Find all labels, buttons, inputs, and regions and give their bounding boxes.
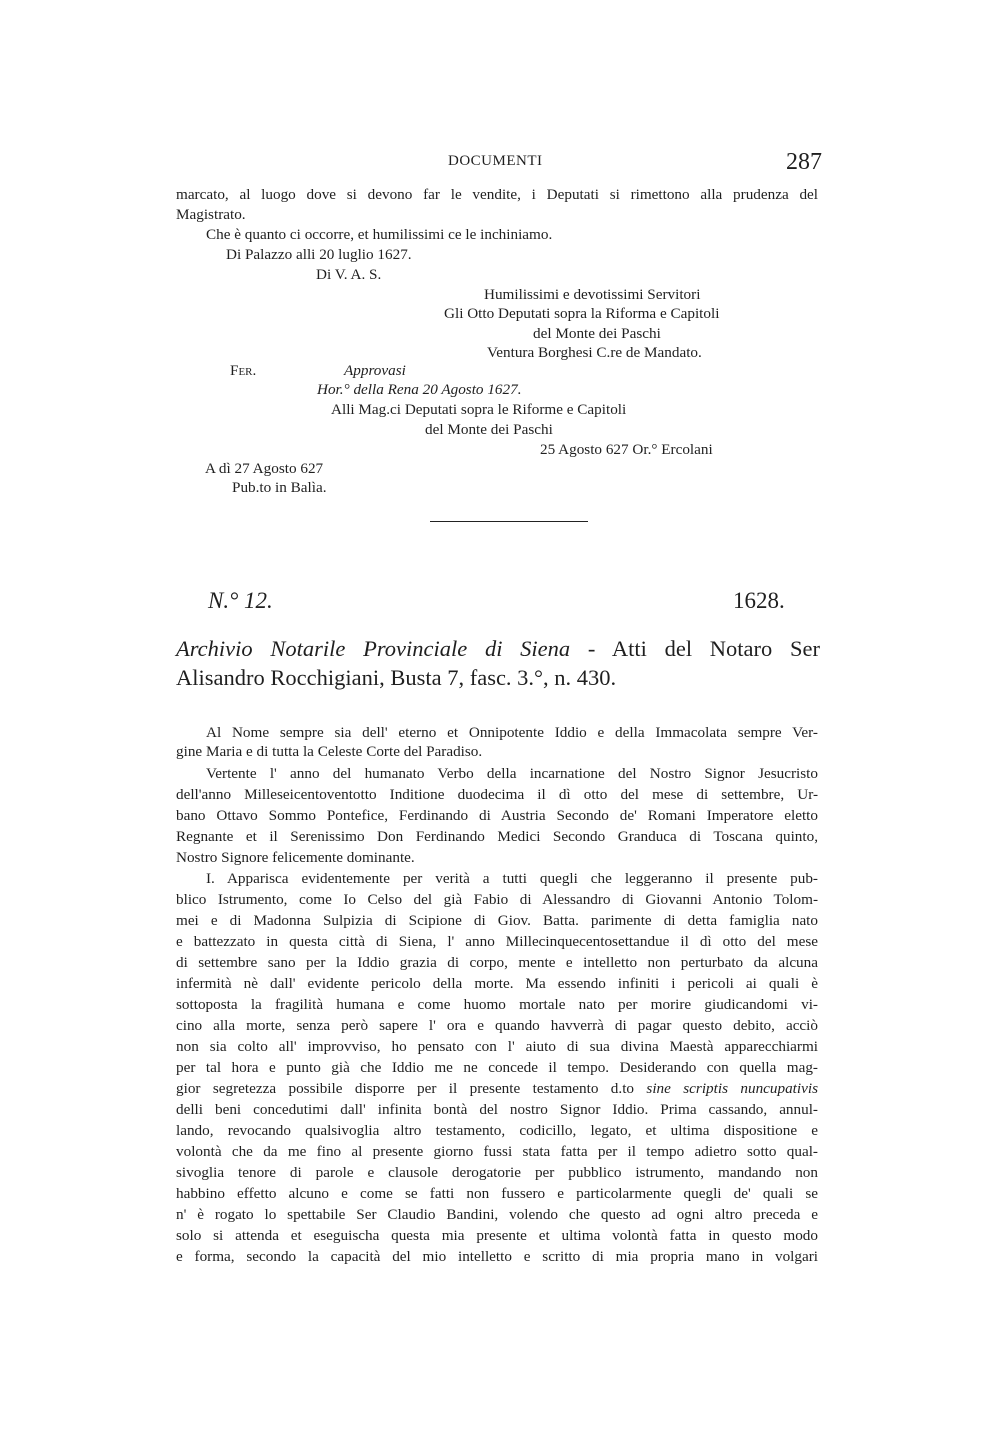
- body-line: blico Istrumento, come Io Celso del già Fabio di Alessandro di Giovanni Antonio Tolom-: [176, 891, 818, 908]
- body-line: non sia colto all' improvviso, ho pensato con l' aiuto di sua divina Maestà apparecchiarmi: [176, 1038, 818, 1055]
- body-text: gior segretezza possibile disporre per il presente testamento d.to: [176, 1080, 635, 1097]
- body-line: Al Nome sempre sia dell' eterno et Onnipotente Iddio e della Immacolata sempre Ver-: [206, 724, 818, 741]
- source-rest: - Atti del Notaro Ser: [570, 636, 821, 661]
- approval-signature: 25 Agosto 627 Or.° Ercolani: [540, 441, 713, 458]
- publication-date: A dì 27 Agosto 627: [205, 460, 324, 477]
- text-line: marcato, al luogo dove si devono far le vendite, i Deputati si rimettono alla prudenza del: [176, 186, 818, 203]
- body-line: di settembre sano per la Iddio grazia di corpo, mente e intelletto non perturbato da alcuna: [176, 954, 818, 971]
- body-line: e battezzato in questa città di Siena, l' anno Millecinquecentosettandue il dì otto del mese: [176, 933, 818, 950]
- body-line: gine Maria e di tutta la Celeste Corte del Paradiso.: [176, 743, 483, 760]
- body-line: lando, revocando qualsivoglia altro testamento, codicillo, legato, et ultima dispositione e: [176, 1122, 818, 1139]
- approval-line: Alli Mag.ci Deputati sopra le Riforme e Capitoli: [331, 401, 627, 418]
- approvasi-label: Approvasi: [344, 362, 406, 379]
- source-title: [176, 636, 820, 662]
- body-line: per tal hora e punto già che Iddio me ne concede il tempo. Desiderando con quella mag-: [176, 1059, 818, 1076]
- body-line: habbino effetto alcuno e come se fatti non fussero e particolarmente quegli de' quali se: [176, 1185, 818, 1202]
- source-title-line2: Alisandro Rocchigiani, Busta 7, fasc. 3.°, n. 430.: [176, 665, 617, 690]
- body-line: Vertente l' anno del humanato Verbo della incarnatione del Nostro Signor Jesucristo: [206, 765, 818, 782]
- signature-line: Humilissimi e devotissimi Servitori: [484, 286, 701, 303]
- document-year: 1628.: [733, 588, 785, 613]
- body-line: sivoglia tenore di parole e clausole derogatorie per pubblico istrumento, mandando non: [176, 1164, 818, 1181]
- section-divider: [430, 521, 588, 522]
- text-line: Di Palazzo alli 20 luglio 1627.: [226, 246, 412, 263]
- text-line: Di V. A. S.: [316, 266, 382, 283]
- body-line: n' è rogato lo spettabile Ser Claudio Bandini, volendo che questo ad ogni altro preceda e: [176, 1206, 818, 1223]
- body-line: dell'anno Milleseicentoventotto Inditione duodecima il dì otto del mese di settembre, Ur-: [176, 786, 818, 803]
- body-line: volontà che da me fino al presente giorno fussi stata fatta per il tempo adietro sotto qual-: [176, 1143, 818, 1160]
- body-line: sottoposta la fragilità humana e come huomo mortale nato per morire giudicandomi vi-: [176, 996, 818, 1013]
- body-line-with-italic: [176, 1080, 818, 1098]
- running-title: DOCUMENTI: [448, 153, 543, 169]
- body-line: I. Apparisca evidentemente per verità a tutti quegli che leggeranno il presente pub-: [206, 870, 818, 887]
- source-archive: Archivio Notarile Provinciale di Siena: [176, 636, 571, 661]
- publication-note: Pub.to in Balìa.: [232, 479, 327, 496]
- body-line: mei e di Madonna Sulpizia di Scipione di Giov. Batta. parimente di detta famiglia nato: [176, 912, 818, 929]
- body-line: solo si attenda et eseguischa questa mia presente et ultima volontà fatta in questo modo: [176, 1227, 818, 1244]
- approval-line: del Monte dei Paschi: [425, 421, 553, 438]
- body-line: infermità nè dall' evidente pericolo della morte. Ma essendo infiniti i pericoli ai quali è: [176, 975, 818, 992]
- italic-latin-phrase: sine scriptis nuncupativis: [646, 1080, 818, 1097]
- text-line: Che è quanto ci occorre, et humilissimi ce le inchiniamo.: [206, 226, 553, 243]
- page-number: 287: [786, 149, 822, 175]
- approval-date: Hor.° della Rena 20 Agosto 1627.: [317, 381, 522, 398]
- signature-line: del Monte dei Paschi: [533, 325, 661, 342]
- body-line: Regnante et il Serenissimo Don Ferdinando Medici Secondo Granduca di Toscana quinto,: [176, 828, 818, 845]
- signature-line: Ventura Borghesi C.re de Mandato.: [487, 344, 702, 361]
- text-line: Magistrato.: [176, 206, 246, 223]
- body-line: Nostro Signore felicemente dominante.: [176, 849, 415, 866]
- body-line: delli beni concedutimi dall' infinita bontà del nostro Signor Iddio. Prima cassando, annul-: [176, 1101, 818, 1118]
- fer-label: Fer.: [230, 362, 257, 379]
- body-line: cino alla morte, senza però sapere l' ora e quando havverrà di pagar questo debito, acciò: [176, 1017, 818, 1034]
- body-line: bano Ottavo Sommo Pontefice, Ferdinando di Austria Secondo de' Romani Imperatore eletto: [176, 807, 818, 824]
- body-line: e forma, secondo la capacità del mio intelletto e scritto di mia propria mano in volgari: [176, 1248, 818, 1265]
- document-number: N.° 12.: [208, 588, 273, 613]
- signature-line: Gli Otto Deputati sopra la Riforma e Capitoli: [444, 305, 720, 322]
